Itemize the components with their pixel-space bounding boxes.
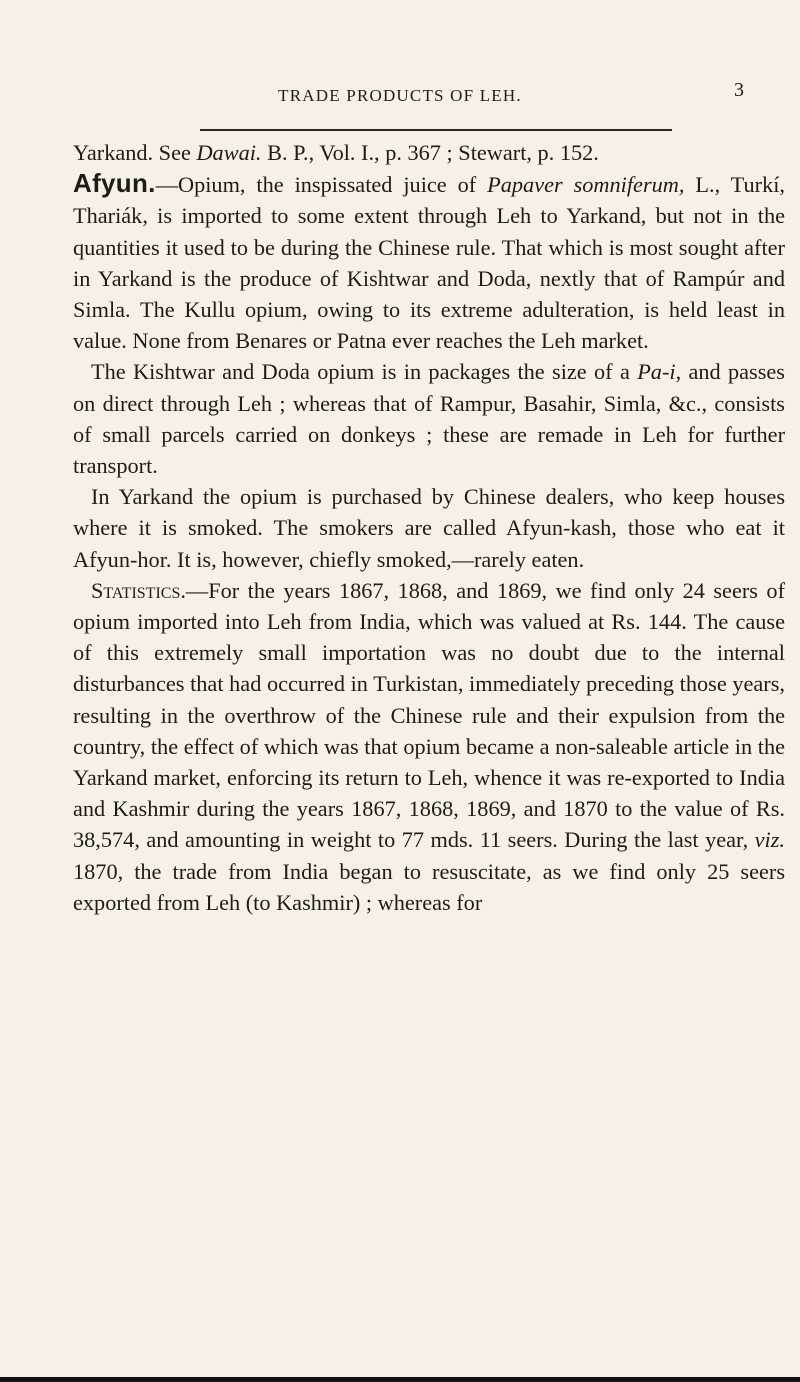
page-number: 3 <box>734 79 744 101</box>
paragraph-statistics <box>73 575 785 918</box>
running-title: TRADE PRODUCTS OF LEH. <box>278 86 522 105</box>
text-run: L., Turkí, Thariák, is imported to some extent through Leh to Yarkand, but not in the quantities it used to be during the Chinese rule. That which is most sought after in Yarkand is the produce of Kishtwar and Doda, nextly that of Rampúr and Simla. The Kullu opium, owing to its extreme adulteration, is held least in value. None from Benares or Patna ever reaches the Leh market. <box>73 172 785 354</box>
text-run: In Yarkand the opium is purchased by Chinese dealers, who keep houses where it is smoked. The smokers are called Afyun-kash, those who eat it Afyun-hor. It is, however, chiefly smoked,—rarely eaten. <box>73 484 785 572</box>
italic-term-viz: viz. <box>754 827 785 853</box>
text-run: —For the years 1867, 1868, and 1869, we find only 24 seers of opium imported into Leh from India, which was valued at Rs. 144. The cause of this extremely small importation was no doubt due to the internal disturbances that had occurred in Turkistan, immediately preceding those years, resulting in the overthrow of the Chinese rule and their expulsion from the country, the effect of which was that opium became a non-saleable article in the Yarkand market, enforcing its return to Leh, whence it was re-exported to India and Kashmir during the years 1867, 1868, 1869, and 1870 to the value of Rs. 38,574, and amounting in weight to 77 mds. 11 seers. During the last year, <box>73 577 785 853</box>
page-bottom-edge <box>0 1377 800 1382</box>
paragraph-afyun-entry <box>73 168 785 356</box>
header-rule <box>200 129 672 131</box>
paragraph-yarkand-reference <box>73 137 785 168</box>
paragraph-kishtwar-doda <box>73 356 785 481</box>
statistics-heading: Statistics. <box>91 577 186 603</box>
text-run: 1870, the trade from India began to resuscitate, as we find only 25 seers exported from Leh (to Kashmir) ; whereas for <box>73 858 785 915</box>
italic-term-papaver: Papaver somniferum, <box>487 172 685 198</box>
text-run: and passes on direct through Leh ; whereas that of Rampur, Basahir, Simla, &c., consists of small parcels carried on donkeys ; these are remade in Leh for further transport. <box>73 359 785 479</box>
text-run: Yarkand. See <box>73 140 197 165</box>
body-text <box>73 137 785 918</box>
italic-term-pa-i: Pa-i, <box>637 359 682 385</box>
entry-title-afyun: Afyun. <box>73 168 156 199</box>
italic-term-dawai: Dawai. <box>196 140 262 165</box>
text-run: —Opium, the inspissated juice of <box>155 172 488 198</box>
text-run: The Kishtwar and Doda opium is in packages the size of a <box>91 359 638 385</box>
paragraph-yarkand-opium <box>73 481 785 575</box>
text-run: B. P., Vol. I., p. 367 ; Stewart, p. 152. <box>261 140 599 165</box>
